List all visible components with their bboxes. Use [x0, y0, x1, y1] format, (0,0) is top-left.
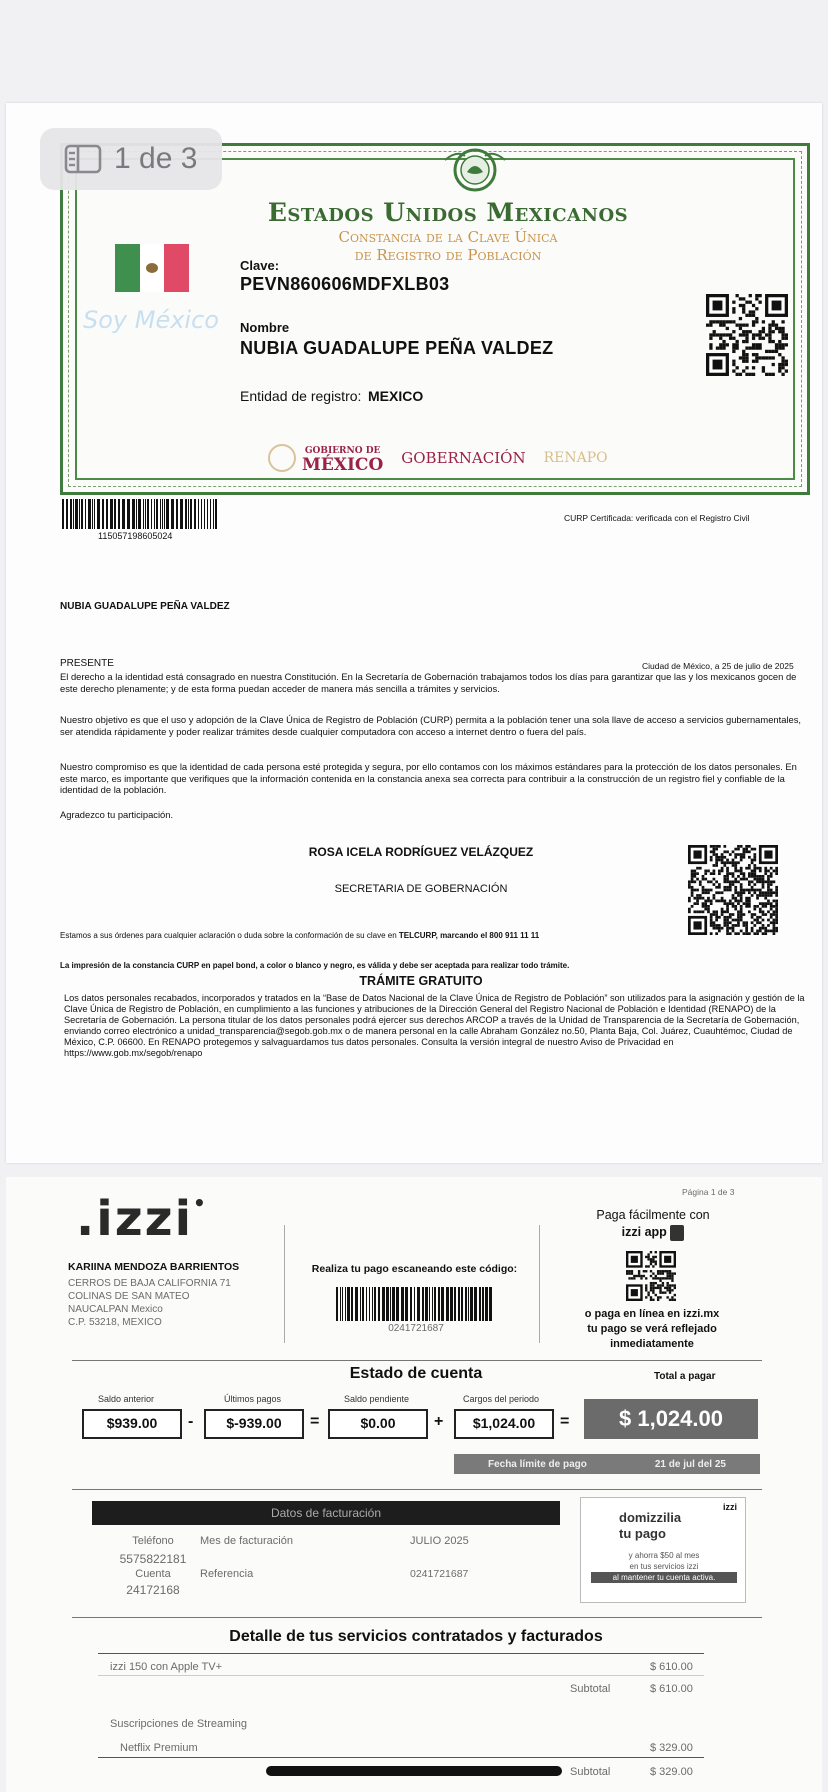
phone-icon — [670, 1225, 684, 1241]
contact-note: Estamos a sus órdenes para cualquier aclaración o duda sobre la conformación de su clave en TELCURP, marcando el 800 911 11 11 — [60, 931, 540, 940]
print-note: La impresión de la constancia CURP en papel bond, a color o blanco y negro, es válida y debe ser aceptada para realizar todo trámite. — [60, 961, 570, 970]
prev-balance-value: $939.00 — [82, 1409, 182, 1439]
service-1-amount: $ 610.00 — [650, 1661, 693, 1673]
pending-value: $0.00 — [328, 1409, 428, 1439]
entidad-label: Entidad de registro: — [240, 388, 362, 404]
service-1-name: izzi 150 con Apple TV+ — [110, 1661, 223, 1673]
certified-note: CURP Certificada: verificada con el Registro Civil — [564, 513, 750, 523]
month-label: Mes de facturación — [200, 1535, 293, 1547]
gobernacion-logo: GOBERNACIÓN — [401, 449, 526, 467]
agency-logos — [268, 444, 608, 475]
privacy-notice: Los datos personales recabados, incorporados y tratados en la “Base de Datos Nacional de la Clave Única de Registro de Población” son utilizados para la asignación y gestión de la Clave Única de Registro de Población, en cumplimiento a las funciones y atribuciones de la Dirección General del Registro Nacional de Población e Identidad (RENAPO) de la Secretaría de Gobernación. La persona titular de los datos personales podrá ejercer sus derechos ARCOP a través de la Unidad de Transparencia de la Secretaría de Gobernación, enviando correo electrónico a unidad_transparencia@segob.gob.mx o de manera personal en la calle Abraham González no.50, Planta Baja, Col. Juárez, Cuauhtémoc, Ciudad de México, C.P. 06600. En RENAPO protegemos y salvaguardamos tus datos personales. Consulta la versión integral de nuestro Aviso de Privacidad en https://www.gob.mx/segob/renapo — [64, 993, 805, 1058]
prev-balance-label: Saldo anterior — [98, 1394, 155, 1404]
last-payments-value: $-939.00 — [204, 1409, 304, 1439]
total-label: Total a pagar — [654, 1371, 716, 1382]
payment-barcode-number: 0241721687 — [388, 1323, 444, 1334]
certificate-barcode-number: 115057198605024 — [98, 531, 173, 541]
certificate-barcode — [62, 499, 218, 529]
page-indicator[interactable] — [40, 128, 222, 190]
eagle-emblem-icon — [268, 444, 296, 472]
pending-label: Saldo pendiente — [344, 1394, 410, 1404]
home-indicator[interactable] — [266, 1766, 562, 1776]
clave-value: PEVN860606MDFXLB03 — [240, 274, 450, 294]
service-2-name: Netflix Premium — [120, 1742, 198, 1754]
letter-qr-code — [688, 845, 778, 935]
letter-paragraph-3: Nuestro compromiso es que la identidad de cada persona esté protegida y segura, por ello contamos con los máximos estándares para la protección de los datos personales. En este marco, es importante que verifiques que la información contenida en la constancia anexa sea correcta para contribuir a la construcción de un registro fiel y confiable de la identidad de la población. — [60, 761, 797, 795]
curp-certificate — [60, 143, 810, 495]
phone-label: Teléfono — [132, 1535, 174, 1547]
account-value: 24172168 — [126, 1583, 180, 1597]
certificate-qr-code — [706, 294, 788, 376]
certificate-subtitle: Constancia de la Clave Única de Registro de Población — [338, 228, 558, 264]
national-seal-icon — [443, 142, 507, 192]
gobierno-mexico-logo: GOBIERNO DE MÉXICO — [268, 444, 383, 472]
letter-recipient: NUBIA GUADALUPE PEÑA VALDEZ — [60, 601, 230, 612]
phone-value: 5575822181 — [119, 1552, 187, 1566]
sidebar-pages-icon — [64, 144, 102, 174]
domiciliation-promo: izzi domizzilia tu pago y ahorra $50 al mes en tus servicios izzi al mantener tu cuenta activa. — [580, 1497, 746, 1603]
izzi-logo: .izzi• — [76, 1191, 208, 1247]
renapo-logo: RENAPO — [543, 450, 608, 466]
detail-title: Detalle de tus servicios contratados y facturados — [229, 1628, 603, 1645]
letter-paragraph-2: Nuestro objetivo es que el uso y adopción de la Clave Única de Registro de Población (CURP) permita a la población tener una sola llave de acceso a servicios gubernamentales, ser atendida rápidamente y poder realizar trámites desde cualquier computadora con acceso a internet dentro o fuera del país. — [60, 714, 802, 737]
subtotal-1-value: $ 610.00 — [650, 1683, 693, 1695]
nombre-label: Nombre — [240, 320, 290, 335]
app-qr-code — [626, 1251, 676, 1301]
tramite-gratuito: TRÁMITE GRATUITO — [359, 974, 483, 988]
letter-paragraph-1: El derecho a la identidad está consagrado en nuestra Constitución. En la Secretaría de Gobernación trabajamos todos los días para garantizar que las y los mexicanos gocen de este derecho plenamente; y de esta forma puedan acceder de manera más sencilla a trámites y servicios. — [60, 671, 797, 694]
signer-title: SECRETARIA DE GOBERNACIÓN — [334, 883, 508, 895]
charges-value: $1,024.00 — [454, 1409, 554, 1439]
curp-document-page — [6, 103, 822, 1163]
billing-header: Datos de facturación — [92, 1501, 560, 1525]
customer-name: KARIINA MENDOZA BARRIENTOS — [68, 1261, 240, 1273]
soy-mexico-watermark: Soy México — [83, 306, 219, 334]
charges-label: Cargos del periodo — [463, 1394, 540, 1404]
service-2-amount: $ 329.00 — [650, 1742, 693, 1754]
bill-page-label: Página 1 de 3 — [682, 1187, 735, 1197]
ref-label: Referencia — [200, 1568, 254, 1580]
subtotal-1-label: Subtotal — [570, 1683, 611, 1695]
streaming-label: Suscripciones de Streaming — [110, 1718, 247, 1730]
nombre-value: NUBIA GUADALUPE PEÑA VALDEZ — [240, 338, 554, 358]
due-date-bar: Fecha límite de pago 21 de jul del 25 — [454, 1454, 760, 1474]
month-value: JULIO 2025 — [410, 1535, 469, 1547]
signer-name: ROSA ICELA RODRÍGUEZ VELÁZQUEZ — [308, 845, 534, 859]
country-title: Estados Unidos Mexicanos — [267, 198, 629, 227]
letter-date: Ciudad de México, a 25 de julio de 2025 — [642, 661, 794, 671]
pay-online-note: o paga en línea en izzi.mx tu pago se verá reflejado inmediatamente — [584, 1308, 720, 1350]
letter-presente: PRESENTE — [60, 658, 114, 669]
payment-barcode — [336, 1287, 496, 1321]
total-value: $ 1,024.00 — [584, 1399, 758, 1439]
last-payments-label: Últimos pagos — [224, 1394, 282, 1404]
clave-label: Clave: — [240, 258, 280, 273]
subtotal-2-value: $ 329.00 — [650, 1766, 693, 1778]
pay-with-app: Paga fácilmente con izzi app — [596, 1208, 710, 1239]
entidad-value: MEXICO — [368, 388, 424, 404]
page-indicator-text: 1 de 3 — [114, 142, 198, 175]
subtotal-2-label: Subtotal — [570, 1766, 611, 1778]
customer-address: CERROS DE BAJA CALIFORNIA 71 COLINAS DE SAN MATEO NAUCALPAN Mexico C.P. 53218, MEXICO — [68, 1278, 231, 1328]
izzi-bill-page: Página 1 de 3 .izzi• KARIINA MENDOZA BARRIENTOS CERROS DE BAJA CALIFORNIA 71 COLINAS DE SAN MATEO NAUCALPAN Mexico C.P. 53218, MEXICO Realiza tu pago escaneando este código: 0241721687 Paga fácilmente con izzi app o paga en línea en izzi.mx tu pago se verá reflejado inmediatamente Estado de cuenta Total a pagar Saldo anterior Últimos pagos Saldo pendiente Cargos del periodo $939.00 - $-939.00 = $0.00 + $1,024.00 = $ 1,024.00 Fecha límite de pago 21 de jul del 25 Datos de facturación Teléfono 5575822181 Cuenta 24172168 Mes de facturación JULIO 2025 Referencia 0241721687 izzi domizzilia tu pago y ahorra $50 al mes en tus servicios izzi al mantener tu cuenta activa. Detalle de tus servicios contratados y facturados izzi 150 con Apple TV+ $ 610.00 Subtotal $ 610.00 Suscripciones de Streaming Netflix Premium $ 329.00 Subtotal $ 329.00 — [6, 1177, 822, 1792]
scan-label: Realiza tu pago escaneando este código: — [311, 1263, 518, 1275]
mexico-flag-icon — [115, 244, 189, 292]
letter-paragraph-4: Agradezco tu participación. — [60, 809, 174, 820]
statement-title: Estado de cuenta — [349, 1365, 483, 1382]
account-label: Cuenta — [135, 1568, 171, 1580]
ref-value: 0241721687 — [410, 1568, 469, 1580]
